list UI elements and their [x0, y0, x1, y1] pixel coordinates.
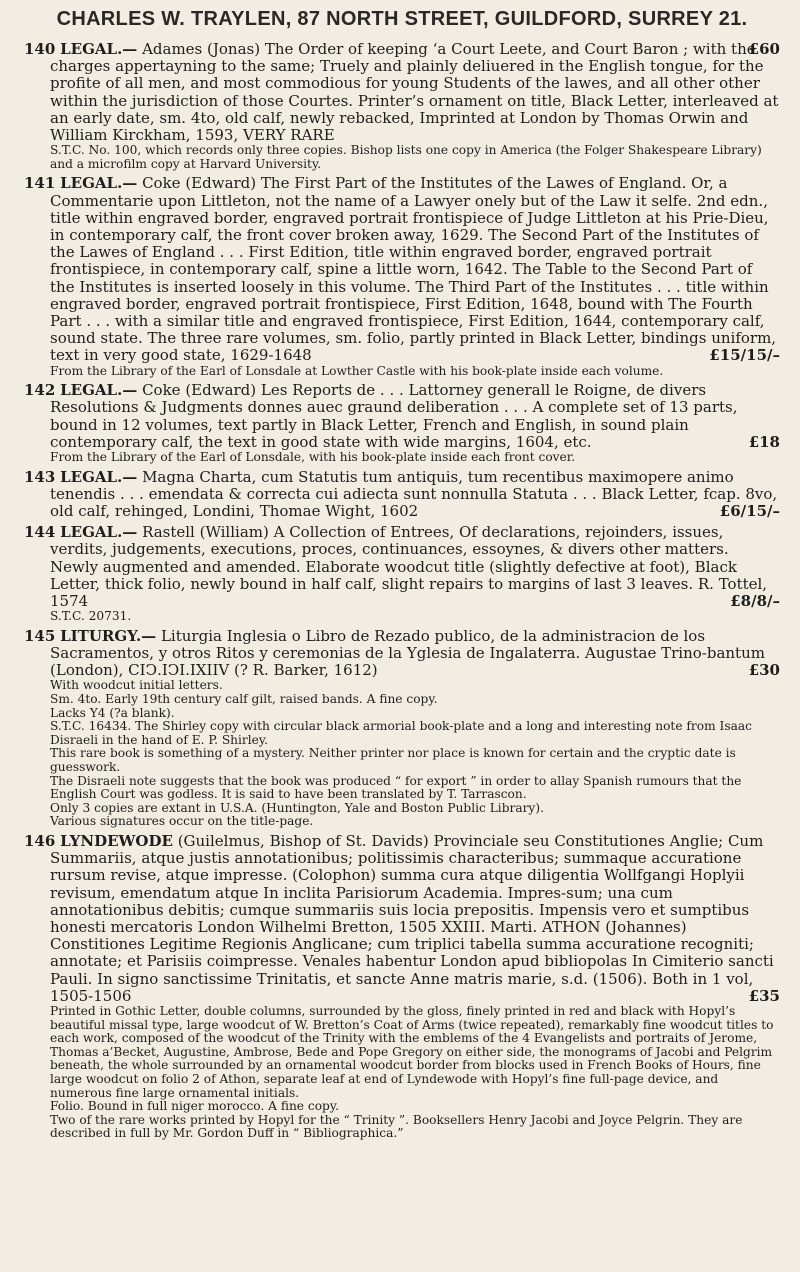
- entry-text: Coke (Edward) The First Part of the Institutes of the Lawes of England. Or, a Commentarie upon Littleton, not the name of a Lawyer onely but of the Law it selfe. 2nd edn., title within engraved border, engraved portrait frontispiece of Judge Littleton at his Prie-Dieu, in contemporary calf, the front cover broken away, 1629. The Second Part of the Institutes of the Lawes of England . . . First Edition, title within engraved border, engraved portrait frontispiece, in contemporary calf, spine a little worn, 1642. The Table to the Second Part of the Institutes is inserted loosely in this volume. The Third Part of the Institutes . . . title within engraved border, engraved portrait frontispiece, First Edition, 1648, bound with The Fourth Part . . . with a similar title and engraved frontispiece, First Edition, 1644, contemporary calf, sound state. The three rare volumes, sm. folio, partly printed in Black Letter, bindings uniform, text in very good state, 1629-1648: [50, 174, 777, 365]
- entry-price: £15/15/–: [709, 346, 780, 365]
- entry-text: Liturgia Inglesia o Libro de Rezado publico, de la administracion de los Sacramentos, y otros Ritos y ceremonias de la Yglesia de Ingalaterra. Augustae Trino-bantum (London), CIↃ.IↃI.IXIIV (? R. Barker, 1612): [50, 626, 765, 680]
- entry-text: Coke (Edward) Les Reports de . . . Lattorney generall le Roigne, de divers Resolutions & Judgments donnes auec graund deliberation . . . A complete set of 13 parts, bound in 12 volumes, text partly in Black Letter, French and English, in sound plain contemporary calf, the text in good state with wide margins, 1604, etc.: [50, 381, 738, 451]
- catalogue-entry: [24, 833, 780, 1141]
- entry-notes: [24, 679, 780, 829]
- entry-note: S.T.C. No. 100, which records only three copies. Bishop lists one copy in America (the Folger Shakespeare Library) and a microfilm copy at Harvard University.: [50, 143, 762, 171]
- entry-price: £18: [748, 432, 780, 451]
- entry-note: Folio. Bound in full niger morocco. A fine copy.: [50, 1099, 339, 1114]
- entry-heading: LEGAL.—: [60, 467, 138, 486]
- entry-note: S.T.C. 16434. The Shirley copy with circular black armorial book-plate and a long and interesting note from Isaac Disraeli in the hand of E. P. Shirley.: [50, 719, 752, 747]
- entry-text: Adames (Jonas) The Order of keeping ‘a Court Leete, and Court Baron ; with the charges appertayning to the same; Truely and plainly deliuered in the English tongue, for the profite of all men, and most commodious for young Students of the lawes, and all other other within the jurisdiction of those Courtes. Printer’s ornament on title, Black Letter, interleaved at an early date, sm. 4to, old calf, newly rebacked, Imprinted at London by Thomas Orwin and William Kirckham, 1593, VERY RARE: [50, 40, 779, 145]
- entry-text: Magna Charta, cum Statutis tum antiquis, tum recentibus maximopere animo tenendis . . . emendata & correcta cui adiecta sunt nonnulla Statuta . . . Black Letter, fcap. 8vo, old calf, rehinged, Londini, Thomae Wight, 1602: [50, 467, 778, 521]
- entry-price: £6/15/–: [719, 502, 780, 521]
- entry-heading: LEGAL.—: [60, 40, 138, 58]
- entries-list: [24, 41, 780, 1141]
- entry-price: £60: [748, 40, 780, 58]
- entry-note: From the Library of the Earl of Lonsdale, with his book-plate inside each front cover.: [50, 450, 576, 465]
- entry-note: Printed in Gothic Letter, double columns, surrounded by the gloss, finely printed in red and black with Hopyl’s beautiful missal type, large woodcut of W. Bretton’s Coat of Arms (twice repeated), remarkably fine woodcut titles to each work, composed of the woodcut of the Trinity with the emblems of the 4 Evangelists and portraits of Jerome, Thomas a’Becket, Augustine, Ambrose, Bede and Pope Gregory on either side, the monograms of Jacobi and Pelgrim beneath, the whole surrounded by an ornamental woodcut border from blocks used in French Books of Hours, fine large woodcut on folio 2 of Athon, separate leaf at end of Lyndewode with Hopyl’s fine full-page device, and numerous fine large ornamental initials.: [50, 1004, 774, 1100]
- entry-note: The Disraeli note suggests that the book was produced “ for export ” in order to allay Spanish rumours that the English Court was godless. It is said to have been translated by T. Tarrascon.: [50, 773, 742, 802]
- entry-note: S.T.C. 20731.: [50, 609, 132, 624]
- catalogue-entry: [24, 628, 780, 829]
- entry-text: Rastell (William) A Collection of Entrees, Of declarations, rejoinders, issues, verdits, judgements, executions, proces, continuances, essoynes, & divers other matters. Newly augmented and amended. Elaborate woodcut title (slightly defective at foot), Black Letter, thick folio, newly bound in half calf, slight repairs to margins of last 3 leaves. R. Tottel, 1574: [50, 523, 768, 611]
- entry-note: From the Library of the Earl of Lonsdale at Lowther Castle with his book-plate inside each volume.: [50, 363, 664, 378]
- entry-heading: LEGAL.—: [60, 523, 138, 542]
- entry-heading: LITURGY.—: [60, 626, 157, 645]
- entry-note: Various signatures occur on the title-page.: [50, 814, 314, 829]
- entry-number: 146: [24, 832, 56, 850]
- entry-price: £35: [748, 986, 780, 1005]
- entry-notes: [24, 1005, 780, 1141]
- entry-number: 144: [24, 523, 56, 542]
- entry-note: Lacks Y4 (?a blank).: [50, 705, 175, 720]
- catalogue-entry: [24, 382, 780, 464]
- catalogue-entry: [24, 524, 780, 624]
- entry-number: 142: [24, 381, 56, 400]
- entry-heading: LEGAL.—: [60, 381, 138, 400]
- page-header: CHARLES W. TRAYLEN, 87 NORTH STREET, GUILDFORD, SURREY 21.: [56, 8, 748, 30]
- entry-price: £8/8/–: [730, 592, 780, 611]
- entry-number: 143: [24, 467, 56, 486]
- entry-text: (Guilelmus, Bishop of St. Davids) Provinciale seu Constitutiones Anglie; Cum Summariis, atque justis annotationibus; politissimis characteribus; summaque accuratione rursum revise, atque impresse. (Colophon) summa cura atque diligentia Wollfgangi Hoplyii revisum, emendatum atque In inclita Parisiorum Academia. Impres-sum; una cum annotationibus debitis; cumque summariis suis locia prepositis. Impensis vero et sumptibus honesti mercatoris London Wilhelmi Bretton, 1505 XXIII. Marti. ATHON (Johannes) Constitiones Legitime Regionis Anglicane; cum triplici tabella summa accuratione recogniti; annotate; et Parisiis coimpresse. Venales habentur London apud bibliopolas In Cimiterio sancti Pauli. In signo sanctissime Trinitatis, et sancte Anne matris marie, s.d. (1506). Both in 1 vol, 1505-1506: [50, 832, 774, 1005]
- entry-note: This rare book is something of a mystery. Neither printer nor place is known for certain and the cryptic date is guesswork.: [50, 746, 736, 775]
- entry-number: 140: [24, 40, 56, 58]
- catalogue-entry: [24, 469, 780, 521]
- catalogue-entry: [24, 41, 780, 171]
- entry-heading: LYNDEWODE: [60, 832, 173, 850]
- entry-number: 141: [24, 174, 56, 193]
- entry-heading: LEGAL.—: [60, 174, 138, 193]
- entry-note: Two of the rare works printed by Hopyl for the “ Trinity ”. Booksellers Henry Jacobi and Joyce Pelgrin. They are described in full by Mr. Gordon Duff in “ Bibliographica.”: [50, 1112, 743, 1141]
- entry-price: £30: [748, 661, 780, 680]
- entry-note: Sm. 4to. Early 19th century calf gilt, raised bands. A fine copy.: [50, 692, 438, 707]
- entry-note: Only 3 copies are extant in U.S.A. (Huntington, Yale and Boston Public Library).: [50, 800, 544, 815]
- catalogue-entry: [24, 175, 780, 378]
- entry-note: With woodcut initial letters.: [50, 678, 223, 693]
- entry-number: 145: [24, 626, 56, 645]
